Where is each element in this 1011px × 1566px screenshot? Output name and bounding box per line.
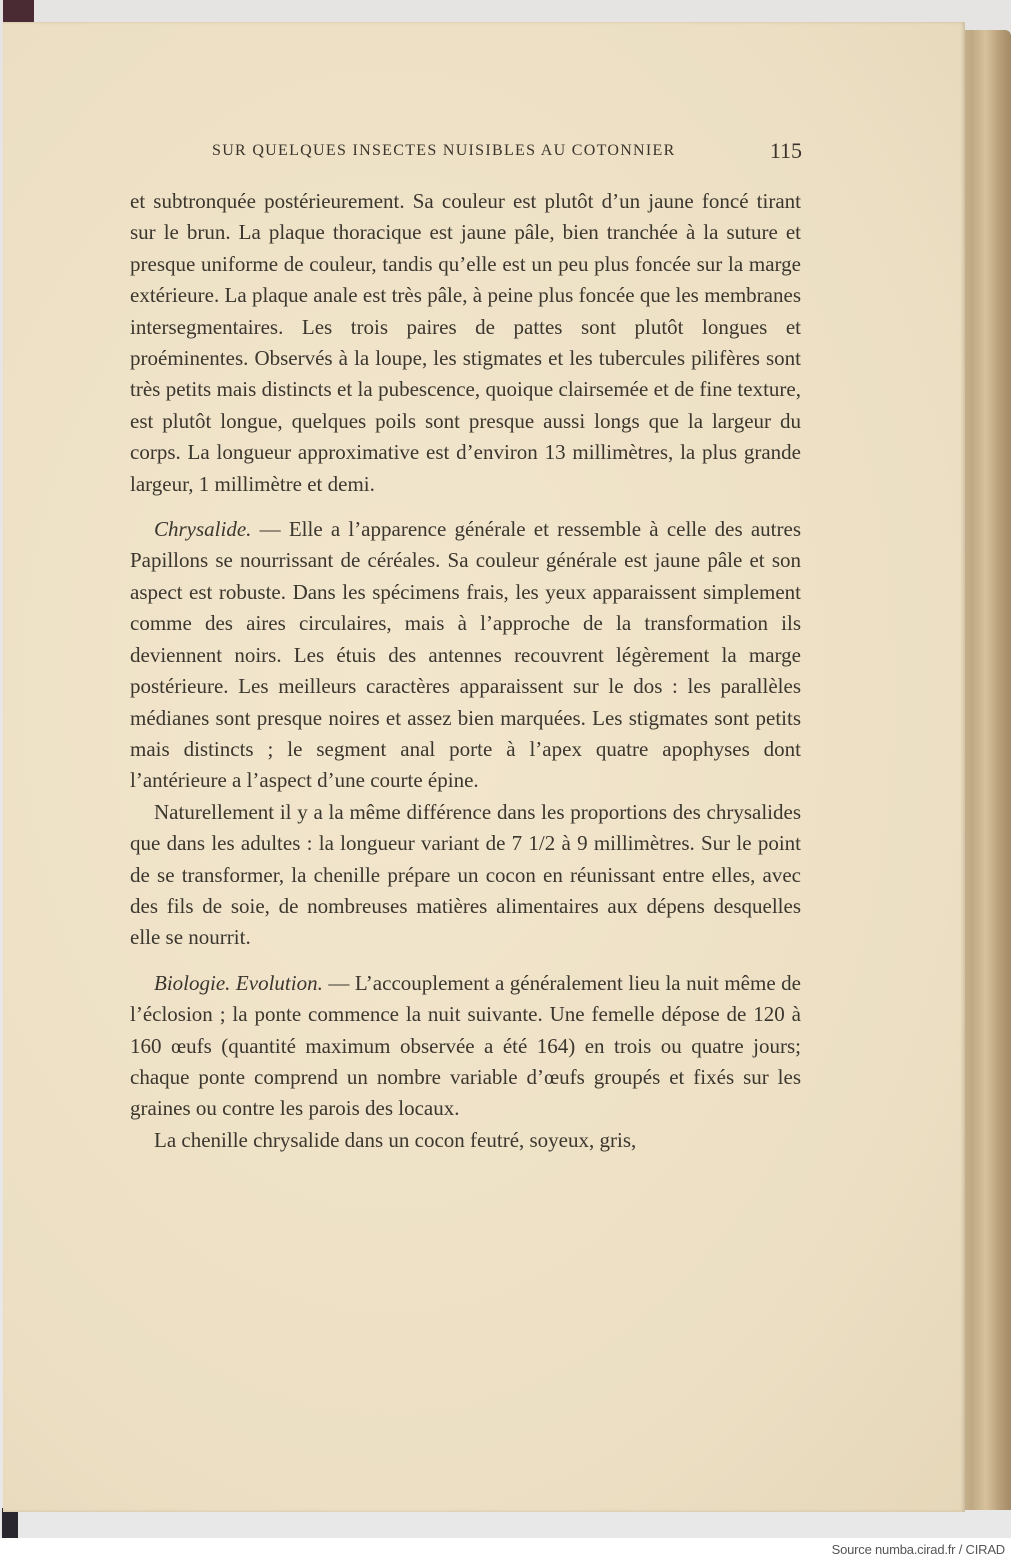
paragraph-larva-description xyxy=(130,186,801,500)
book-cover-corner xyxy=(3,0,34,22)
book-cover-corner-bottom xyxy=(2,1508,18,1538)
paragraph-text: — L’accouplement a généralement lieu la nuit même de l’éclosion ; la ponte commence la nuit suivante. Une femelle dépose de 120 à 160 œufs (quantité maximum observée a été 164) en trois ou quatre jours; chaque ponte comprend un nombre variable d’œufs groupés et fixés sur les graines ou contre les parois des locaux. xyxy=(130,970,801,1121)
section-heading-chrysalide: Chrysalide. xyxy=(154,517,252,542)
paragraph-proportions xyxy=(130,797,801,954)
paragraph-text: Naturellement il y a la même différence dans les proportions des chrysalides que dans les adultes : la longueur variant de 7 1/2 à 9 millimètres. Sur le point de se transformer, la chenille prépare un cocon en réunissant entre elles, avec des fils de soie, de nombreuses matières alimentaires aux dépens desquelles elle se nourrit. xyxy=(130,799,801,950)
paragraph-text: — Elle a l’apparence générale et ressemble à celle des autres Papillons se nourrissant de céréales. Sa couleur générale est jaune pâle et son aspect est robuste. Dans les spécimens frais, les yeux apparaissent simplement comme des aires circulaires, mais à l’approche de la transformation ils deviennent noirs. Les étuis des antennes recouvrent légèrement la marge postérieure. Les meilleurs caractères apparaissent sur le dos : les parallèles médianes sont presque noires et assez bien marquées. Les stigmates sont petits mais distincts ; le segment anal porte à l’apex quatre apophyses dont l’antérieure a l’aspect d’une courte épine. xyxy=(130,517,801,793)
source-credit: Source numba.cirad.fr / CIRAD xyxy=(831,1542,1005,1557)
running-title: SUR QUELQUES INSECTES NUISIBLES AU COTONNIER xyxy=(212,142,676,159)
paragraph-text: La chenille chrysalide dans un cocon feutré, soyeux, gris, xyxy=(154,1127,637,1152)
running-header xyxy=(212,138,802,166)
paragraph-biologie xyxy=(130,968,801,1125)
paragraph-chenille xyxy=(130,1125,801,1156)
paragraph-chrysalide xyxy=(130,514,801,797)
section-heading-biologie: Biologie. Evolution. xyxy=(154,970,323,995)
page-number: 115 xyxy=(769,138,802,163)
body-text xyxy=(130,186,801,1156)
paragraph-text: et subtronquée postérieurement. Sa couleur est plutôt d’un jaune foncé tirant sur le brun. La plaque thoracique est jaune pâle, bien tranchée à la suture et presque uniforme de couleur, tandis qu’elle est un peu plus foncée sur la marge extérieure. La plaque anale est très pâle, à peine plus foncée que les membranes intersegmentaires. Les trois paires de pattes sont plutôt longues et proéminentes. Observés à la loupe, les stigmates et les tubercules pilifères sont très petits mais distincts et la pubescence, quoique clairsemée et de fine texture, est plutôt longue, quelques poils sont presque aussi longs que la largeur du corps. La longueur approximative est d’environ 13 millimètres, la plus grande largeur, 1 millimètre et demi. xyxy=(130,189,801,496)
